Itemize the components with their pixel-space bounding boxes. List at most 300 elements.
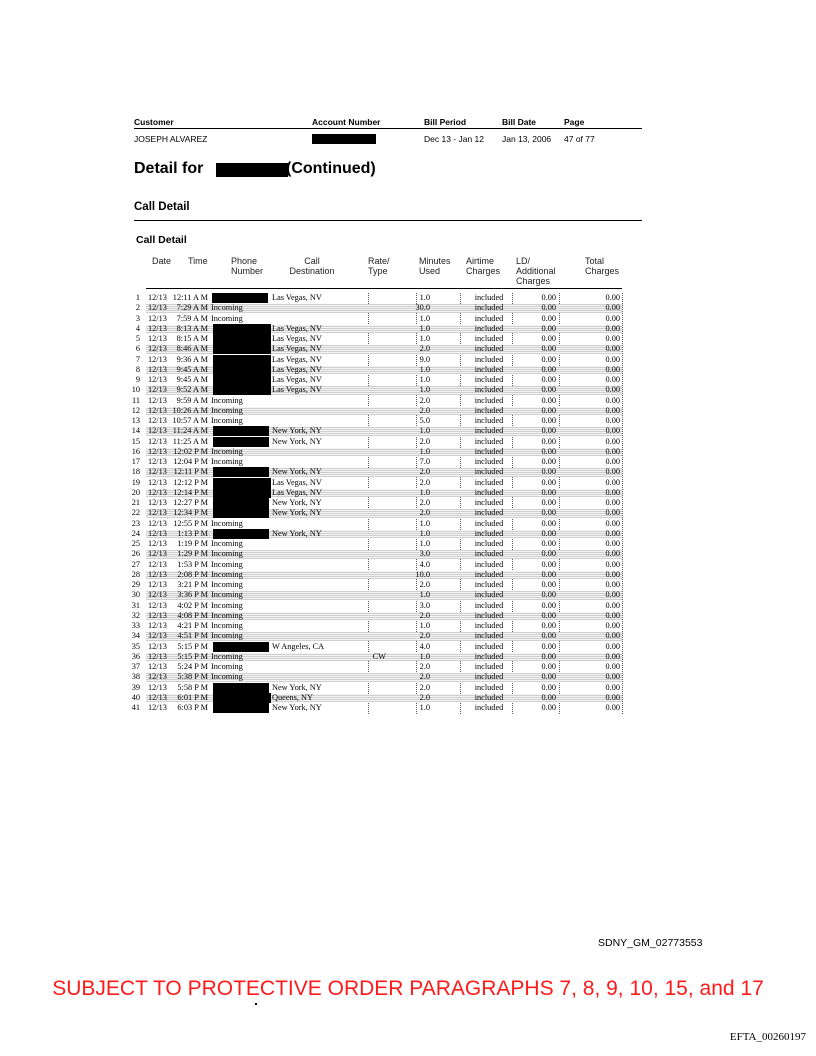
total-charges: 0.00	[605, 313, 620, 323]
header-divider	[134, 128, 642, 129]
total-charges: 0.00	[605, 539, 620, 548]
total-charges: 0.00	[605, 303, 620, 313]
airtime-charges: included	[474, 416, 504, 425]
airtime-charges: included	[474, 364, 504, 374]
call-detail-table	[0, 293, 816, 713]
phone-number-redaction	[213, 529, 269, 539]
call-time: 12:02 P M	[173, 446, 208, 456]
call-date: 12/13	[148, 436, 167, 446]
total-charges: 0.00	[605, 334, 620, 343]
table-row	[0, 344, 816, 354]
call-time: 12:34 P M	[173, 508, 208, 518]
phone-number-redaction	[213, 642, 269, 652]
phone-number-redaction	[213, 437, 269, 447]
airtime-charges: included	[474, 682, 504, 692]
call-time: 9:59 A M	[176, 395, 208, 405]
call-date: 12/13	[148, 580, 167, 589]
table-row	[0, 549, 816, 559]
call-time: 1:29 P M	[177, 549, 208, 559]
row-number: 8	[135, 364, 140, 374]
row-number: 3	[135, 313, 140, 323]
airtime-charges: included	[474, 692, 504, 702]
call-time: 11:25 A M	[172, 436, 208, 446]
total-charges: 0.00	[605, 446, 620, 456]
minutes-used: 2.0	[419, 692, 430, 702]
table-row	[0, 662, 816, 672]
total-charges: 0.00	[605, 477, 620, 487]
row-number: 24	[131, 528, 140, 538]
call-date: 12/13	[148, 385, 167, 395]
row-number: 11	[132, 395, 140, 405]
minutes-used: 4.0	[419, 559, 430, 569]
ld-charges: 0.00	[541, 334, 556, 343]
col-ld-header: LD/ Additional Charges	[516, 256, 556, 286]
call-time: 1:53 P M	[177, 559, 208, 569]
airtime-charges: included	[474, 477, 504, 487]
ld-charges: 0.00	[541, 662, 556, 671]
title-prefix: Detail for	[134, 160, 204, 177]
ld-charges: 0.00	[541, 508, 556, 518]
call-date: 12/13	[148, 559, 167, 569]
call-date: 12/13	[148, 662, 167, 671]
call-date: 12/13	[148, 508, 167, 518]
call-time: 8:13 A M	[176, 323, 208, 333]
call-time: 4:08 P M	[177, 610, 208, 620]
call-time: 9:36 A M	[176, 354, 208, 364]
table-row	[0, 539, 816, 549]
table-row	[0, 416, 816, 426]
ld-charges: 0.00	[541, 498, 556, 507]
row-number: 20	[131, 487, 140, 497]
airtime-charges: included	[474, 621, 504, 630]
ld-charges: 0.00	[541, 477, 556, 487]
call-date: 12/13	[148, 426, 167, 436]
minutes-used: 1.0	[419, 539, 430, 548]
airtime-charges: included	[474, 375, 504, 384]
row-number: 29	[131, 580, 140, 589]
row-number: 17	[131, 457, 140, 466]
ld-charges: 0.00	[541, 354, 556, 364]
minutes-used: 1.0	[419, 703, 430, 712]
bates-number: SDNY_GM_02773553	[598, 937, 703, 949]
airtime-charges: included	[474, 354, 504, 364]
row-number: 32	[131, 610, 140, 620]
row-number: 34	[131, 631, 140, 641]
call-time: 5:38 P M	[177, 672, 208, 682]
phone-number-redaction	[213, 703, 269, 713]
row-number: 14	[131, 426, 140, 436]
airtime-charges: included	[474, 610, 504, 620]
airtime-charges: included	[474, 528, 504, 538]
ld-charges: 0.00	[541, 631, 556, 641]
ld-charges: 0.00	[541, 405, 556, 415]
call-time: 3:36 P M	[177, 590, 208, 600]
subsection-title: Call Detail	[136, 234, 187, 246]
col-airtime-header: Airtime Charges	[466, 256, 501, 276]
call-destination: Las Vegas, NV	[272, 344, 322, 354]
call-date: 12/13	[148, 354, 167, 364]
total-charges: 0.00	[605, 682, 620, 692]
table-row	[0, 355, 816, 365]
table-row	[0, 672, 816, 682]
call-destination: W Angeles, CA	[272, 641, 325, 651]
minutes-used: 2.0	[419, 631, 430, 641]
table-row	[0, 314, 816, 324]
stray-mark	[255, 1003, 257, 1005]
airtime-charges: included	[474, 518, 504, 528]
phone-number: Incoming	[211, 303, 243, 313]
col-destination-header: Call Destination	[289, 256, 335, 276]
phone-number-redaction	[213, 683, 269, 693]
row-number: 6	[135, 344, 140, 354]
call-date: 12/13	[148, 610, 167, 620]
row-number: 35	[131, 641, 140, 651]
ld-charges: 0.00	[541, 641, 556, 651]
total-charges: 0.00	[605, 528, 620, 538]
ld-charges: 0.00	[541, 395, 556, 405]
ld-charges: 0.00	[541, 610, 556, 620]
ld-charges: 0.00	[541, 682, 556, 692]
call-date: 12/13	[148, 590, 167, 600]
phone-number: Incoming	[211, 446, 243, 456]
table-row	[0, 590, 816, 600]
ld-charges: 0.00	[541, 559, 556, 569]
call-destination: New York, NY	[272, 436, 322, 446]
minutes-used: 2.0	[419, 610, 430, 620]
call-time: 8:46 A M	[176, 344, 208, 354]
minutes-used: 1.0	[419, 293, 430, 302]
airtime-charges: included	[474, 446, 504, 456]
ld-charges: 0.00	[541, 487, 556, 497]
phone-number-redaction	[212, 293, 268, 303]
section-divider	[134, 220, 642, 221]
call-time: 7:29 A M	[176, 303, 208, 313]
call-destination: Queens, NY	[272, 692, 314, 702]
call-date: 12/13	[148, 477, 167, 487]
call-date: 12/13	[148, 569, 167, 579]
call-destination: Las Vegas, NV	[272, 364, 322, 374]
table-row	[0, 365, 816, 375]
call-time: 9:52 A M	[176, 385, 208, 395]
airtime-charges: included	[474, 395, 504, 405]
row-number: 4	[135, 323, 140, 333]
call-destination: New York, NY	[272, 498, 322, 507]
airtime-charges: included	[474, 662, 504, 671]
ld-charges: 0.00	[541, 426, 556, 436]
table-row	[0, 457, 816, 467]
row-number: 26	[131, 549, 140, 559]
total-charges: 0.00	[605, 518, 620, 528]
row-number: 12	[131, 405, 140, 415]
minutes-used: 2.0	[419, 395, 430, 405]
ld-charges: 0.00	[541, 590, 556, 600]
table-row	[0, 437, 816, 447]
table-row	[0, 426, 816, 436]
phone-number-redaction	[213, 488, 271, 498]
customer-label: Customer	[134, 117, 174, 127]
call-destination: Las Vegas, NV	[272, 323, 322, 333]
airtime-charges: included	[474, 508, 504, 518]
call-destination: Las Vegas, NV	[272, 375, 322, 384]
airtime-charges: included	[474, 641, 504, 651]
table-row	[0, 385, 816, 395]
call-time: 1:13 P M	[177, 528, 208, 538]
title-suffix: (Continued)	[286, 160, 376, 177]
ld-charges: 0.00	[541, 416, 556, 425]
row-number: 31	[131, 600, 140, 610]
page-value: 47 of 77	[564, 134, 595, 144]
ld-charges: 0.00	[541, 344, 556, 354]
minutes-used: 4.0	[419, 641, 430, 651]
airtime-charges: included	[474, 303, 504, 313]
minutes-used: 2.0	[419, 477, 430, 487]
ld-charges: 0.00	[541, 549, 556, 559]
row-number: 9	[135, 375, 140, 384]
row-number: 5	[135, 334, 140, 343]
airtime-charges: included	[474, 457, 504, 466]
phone-number: Incoming	[211, 651, 243, 661]
call-date: 12/13	[148, 498, 167, 507]
airtime-charges: included	[474, 487, 504, 497]
col-total-header: Total Charges	[585, 256, 620, 276]
call-destination: Las Vegas, NV	[272, 487, 322, 497]
ld-charges: 0.00	[541, 703, 556, 712]
phone-number-redaction	[213, 508, 269, 518]
total-charges: 0.00	[605, 631, 620, 641]
minutes-used: 1.0	[419, 590, 430, 600]
call-date: 12/13	[148, 621, 167, 630]
call-destination: New York, NY	[272, 467, 322, 477]
bill-date-value: Jan 13, 2006	[502, 134, 552, 144]
total-charges: 0.00	[605, 498, 620, 507]
phone-number-redaction	[213, 426, 269, 436]
total-charges: 0.00	[605, 344, 620, 354]
total-charges: 0.00	[605, 610, 620, 620]
phone-number-redaction	[213, 334, 271, 344]
minutes-used: 1.0	[419, 313, 430, 323]
call-destination: New York, NY	[272, 528, 322, 538]
airtime-charges: included	[474, 651, 504, 661]
call-time: 12:55 P M	[173, 518, 208, 528]
total-charges: 0.00	[605, 590, 620, 600]
row-number: 27	[131, 559, 140, 569]
airtime-charges: included	[474, 600, 504, 610]
phone-number: Incoming	[211, 416, 243, 425]
table-row	[0, 570, 816, 580]
total-charges: 0.00	[605, 375, 620, 384]
call-date: 12/13	[148, 467, 167, 477]
table-row	[0, 621, 816, 631]
call-time: 7:59 A M	[176, 313, 208, 323]
phone-number: Incoming	[211, 621, 243, 630]
total-charges: 0.00	[605, 354, 620, 364]
table-row	[0, 631, 816, 641]
airtime-charges: included	[474, 405, 504, 415]
airtime-charges: included	[474, 569, 504, 579]
phone-number: Incoming	[211, 590, 243, 600]
airtime-charges: included	[474, 467, 504, 477]
phone-number-redaction	[213, 344, 271, 354]
phone-number: Incoming	[211, 549, 243, 559]
table-row	[0, 683, 816, 693]
table-row	[0, 334, 816, 344]
row-number: 28	[131, 569, 140, 579]
call-time: 12:14 P M	[173, 487, 208, 497]
call-destination: Las Vegas, NV	[272, 354, 322, 364]
minutes-used: 2.0	[419, 405, 430, 415]
total-charges: 0.00	[605, 467, 620, 477]
call-date: 12/13	[148, 487, 167, 497]
minutes-used: 5.0	[419, 416, 430, 425]
call-time: 10:26 A M	[172, 405, 208, 415]
phone-number: Incoming	[211, 518, 243, 528]
ld-charges: 0.00	[541, 436, 556, 446]
call-date: 12/13	[148, 651, 167, 661]
table-row	[0, 642, 816, 652]
call-time: 5:15 P M	[177, 641, 208, 651]
phone-number: Incoming	[211, 313, 243, 323]
account-number-redaction	[312, 134, 376, 144]
call-date: 12/13	[148, 313, 167, 323]
call-time: 2:08 P M	[177, 569, 208, 579]
airtime-charges: included	[474, 344, 504, 354]
total-charges: 0.00	[605, 621, 620, 630]
minutes-used: 1.0	[419, 426, 430, 436]
table-row	[0, 560, 816, 570]
bill-date-label: Bill Date	[502, 117, 537, 127]
total-charges: 0.00	[605, 672, 620, 682]
call-date: 12/13	[148, 539, 167, 548]
phone-number: Incoming	[211, 610, 243, 620]
call-date: 12/13	[148, 446, 167, 456]
call-time: 9:45 A M	[176, 364, 208, 374]
total-charges: 0.00	[605, 692, 620, 702]
phone-number-redaction	[213, 693, 271, 703]
phone-number-redaction	[213, 498, 269, 508]
ld-charges: 0.00	[541, 457, 556, 466]
ld-charges: 0.00	[541, 385, 556, 395]
airtime-charges: included	[474, 498, 504, 507]
ld-charges: 0.00	[541, 518, 556, 528]
minutes-used: 1.0	[419, 528, 430, 538]
phone-number: Incoming	[211, 559, 243, 569]
table-row	[0, 375, 816, 385]
row-number: 30	[131, 590, 140, 600]
total-charges: 0.00	[605, 395, 620, 405]
call-date: 12/13	[148, 672, 167, 682]
minutes-used: 1.0	[419, 334, 430, 343]
minutes-used: 9.0	[419, 354, 430, 364]
minutes-used: 2.0	[419, 467, 430, 477]
minutes-used: 2.0	[419, 436, 430, 446]
minutes-used: 3.0	[419, 549, 430, 559]
phone-number: Incoming	[211, 457, 243, 466]
call-date: 12/13	[148, 293, 167, 302]
bill-period-label: Bill Period	[424, 117, 467, 127]
airtime-charges: included	[474, 385, 504, 395]
row-number: 22	[131, 508, 140, 518]
ld-charges: 0.00	[541, 580, 556, 589]
table-row	[0, 447, 816, 457]
phone-number: Incoming	[211, 580, 243, 589]
airtime-charges: included	[474, 549, 504, 559]
minutes-used: 1.0	[419, 364, 430, 374]
ld-charges: 0.00	[541, 539, 556, 548]
call-date: 12/13	[148, 682, 167, 692]
call-date: 12/13	[148, 549, 167, 559]
row-number: 16	[131, 446, 140, 456]
ld-charges: 0.00	[541, 692, 556, 702]
table-row	[0, 611, 816, 621]
ld-charges: 0.00	[541, 303, 556, 313]
airtime-charges: included	[474, 436, 504, 446]
col-time-header: Time	[188, 256, 208, 266]
row-number: 19	[131, 477, 140, 487]
airtime-charges: included	[474, 703, 504, 712]
row-number: 18	[131, 467, 140, 477]
phone-number: Incoming	[211, 569, 243, 579]
call-time: 6:03 P M	[177, 703, 208, 712]
phone-number-redaction	[213, 365, 271, 375]
row-number: 39	[131, 682, 140, 692]
customer-name: JOSEPH ALVAREZ	[134, 134, 208, 144]
ld-charges: 0.00	[541, 313, 556, 323]
table-row	[0, 601, 816, 611]
bill-period-value: Dec 13 - Jan 12	[424, 134, 485, 144]
table-row	[0, 303, 816, 313]
call-time: 5:24 P M	[177, 662, 208, 671]
call-destination: New York, NY	[272, 426, 322, 436]
total-charges: 0.00	[605, 569, 620, 579]
table-row	[0, 703, 816, 713]
total-charges: 0.00	[605, 416, 620, 425]
minutes-used: 30.0	[415, 303, 430, 313]
airtime-charges: included	[474, 426, 504, 436]
total-charges: 0.00	[605, 293, 620, 302]
call-date: 12/13	[148, 323, 167, 333]
table-row	[0, 580, 816, 590]
call-time: 12:11 A M	[172, 293, 208, 302]
phone-number-redaction	[213, 324, 271, 334]
call-date: 12/13	[148, 405, 167, 415]
call-time: 4:21 P M	[177, 621, 208, 630]
row-number: 15	[131, 436, 140, 446]
call-date: 12/13	[148, 457, 167, 466]
airtime-charges: included	[474, 559, 504, 569]
table-row	[0, 529, 816, 539]
total-charges: 0.00	[605, 364, 620, 374]
bill-header	[134, 117, 642, 147]
row-number: 13	[131, 416, 140, 425]
call-time: 10:57 A M	[172, 416, 208, 425]
phone-number: Incoming	[211, 539, 243, 548]
row-number: 10	[131, 385, 140, 395]
total-charges: 0.00	[605, 323, 620, 333]
airtime-charges: included	[474, 539, 504, 548]
col-minutes-header: Minutes Used	[419, 256, 451, 276]
call-destination: Las Vegas, NV	[272, 334, 322, 343]
row-number: 36	[131, 651, 140, 661]
row-number: 21	[131, 498, 140, 507]
call-date: 12/13	[148, 641, 167, 651]
rate-type: CW	[372, 651, 386, 661]
minutes-used: 2.0	[419, 498, 430, 507]
total-charges: 0.00	[605, 385, 620, 395]
call-time: 8:15 A M	[176, 334, 208, 343]
total-charges: 0.00	[605, 600, 620, 610]
ld-charges: 0.00	[541, 600, 556, 610]
airtime-charges: included	[474, 672, 504, 682]
